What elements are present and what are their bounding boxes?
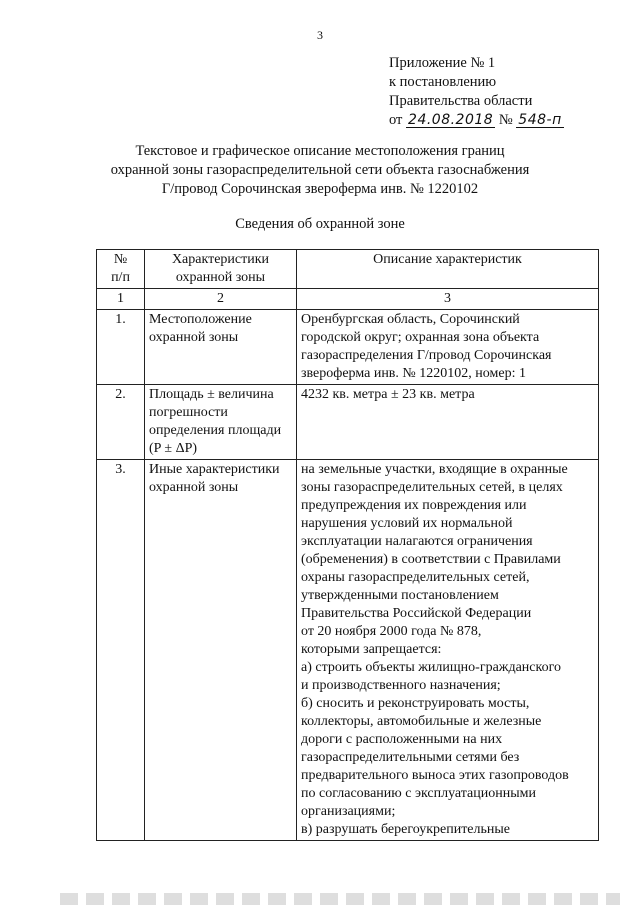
row-characteristic: Местоположение охранной зоны <box>145 310 297 385</box>
protection-zone-table <box>96 249 599 841</box>
column-number-row <box>97 289 599 310</box>
row-description: 4232 кв. метра ± 23 кв. метра <box>297 385 599 460</box>
section-subtitle: Сведения об охранной зоне <box>235 216 405 232</box>
from-label: от <box>389 112 403 128</box>
table-header-row <box>97 250 599 289</box>
row-description: на земельные участки, входящие в охранные зоны газораспределительных сетей, в целях предупреждения их повреждения или нарушения условий их нормальной эксплуатации налагаются ограничения (обременения) в соответствии с Правилами охраны газораспределительных сетей, утвержденными постановлением Правительства Российской Федерации от 20 ноября 2000 года № 878, которыми запрещается: а) строить объекты жилищно-гражданского и производственного назначения; б) сносить и реконструировать мосты, коллекторы, автомобильные и железные дороги с расположенными на них газораспределительными сетями без предварительного выноса этих газопроводов по согласованию с эксплуатационными организациями; в) разрушать берегоукрепительные <box>297 460 599 841</box>
number-label: № <box>498 112 513 128</box>
page-number: 3 <box>317 28 323 42</box>
row-characteristic: Площадь ± величина погрешности определения площади (P ± ΔP) <box>145 385 297 460</box>
faded-footer-text <box>60 893 620 905</box>
row-number: 1. <box>97 310 145 385</box>
header-characteristics: Характеристики охранной зоны <box>145 250 297 289</box>
table-row <box>97 310 599 385</box>
title-line-1: Текстовое и графическое описание местоположения границ <box>135 143 505 159</box>
column-number-2: 2 <box>145 289 297 310</box>
column-number-3: 3 <box>297 289 599 310</box>
appendix-line-2: к постановлению <box>389 74 497 90</box>
column-number-1: 1 <box>97 289 145 310</box>
handwritten-number: 548-п <box>518 112 562 128</box>
row-number: 2. <box>97 385 145 460</box>
header-description: Описание характеристик <box>297 250 599 289</box>
appendix-line-3: Правительства области <box>389 93 533 109</box>
table-row <box>97 385 599 460</box>
title-line-2: охранной зоны газораспределительной сети объекта газоснабжения <box>110 162 530 178</box>
handwritten-date: 24.08.2018 <box>408 112 494 128</box>
title-line-3: Г/провод Сорочинская звероферма инв. № 1220102 <box>161 181 479 197</box>
document-title <box>0 142 640 199</box>
appendix-block <box>389 54 564 130</box>
row-characteristic: Иные характеристики охранной зоны <box>145 460 297 841</box>
row-description: Оренбургская область, Сорочинский городской округ; охранная зона объекта газораспределения Г/провод Сорочинская звероферма инв. № 1220102, номер: 1 <box>297 310 599 385</box>
appendix-line-1: Приложение № 1 <box>389 55 496 71</box>
header-number: № п/п <box>97 250 145 289</box>
appendix-date-line <box>389 111 564 130</box>
table-row <box>97 460 599 841</box>
row-number: 3. <box>97 460 145 841</box>
